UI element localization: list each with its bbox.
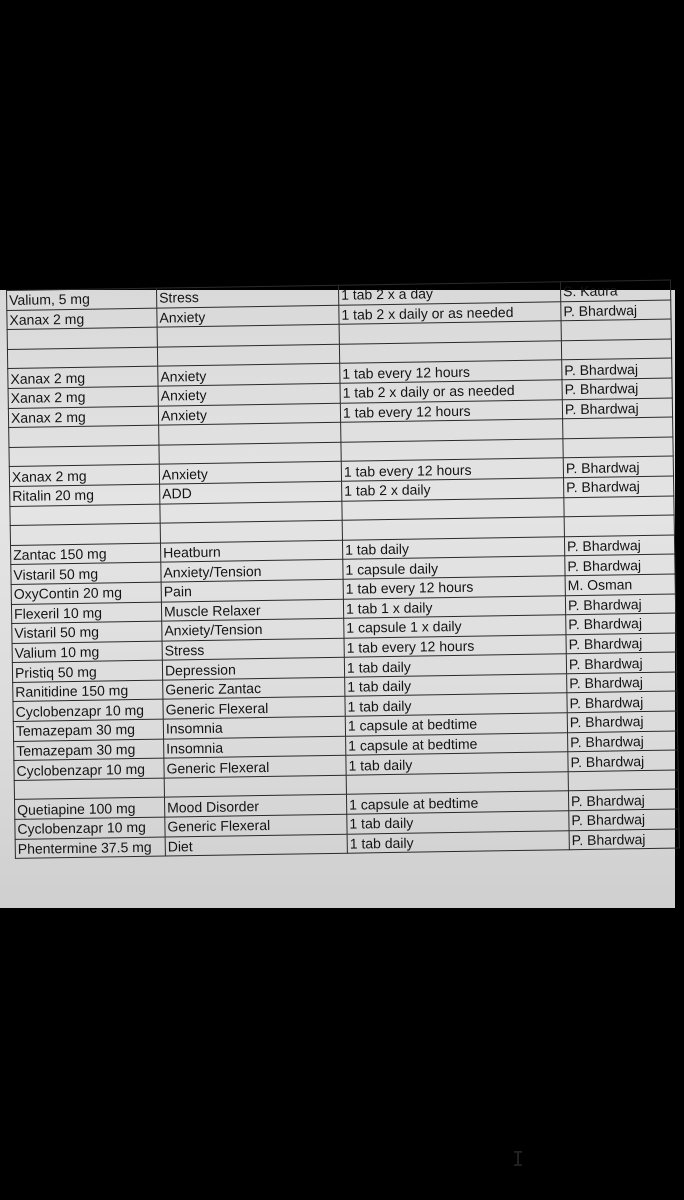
directions-cell[interactable]: 1 tab daily <box>345 693 567 716</box>
condition-cell[interactable]: Anxiety <box>159 462 341 484</box>
prescriber-cell[interactable] <box>563 417 673 438</box>
prescriber-cell[interactable] <box>568 770 678 791</box>
directions-cell[interactable]: 1 tab daily <box>347 830 569 853</box>
medication-cell[interactable]: Pristiq 50 mg <box>12 660 162 682</box>
condition-cell[interactable]: Pain <box>161 579 343 601</box>
prescriber-cell[interactable] <box>563 437 673 458</box>
medication-cell[interactable]: Xanax 2 mg <box>8 406 158 428</box>
condition-cell[interactable]: Insomnia <box>163 716 345 738</box>
prescriber-cell[interactable]: P. Bhardwaj <box>565 594 675 615</box>
prescriber-cell[interactable]: P. Bhardwaj <box>568 750 678 771</box>
medication-cell[interactable] <box>9 425 159 447</box>
medication-table <box>6 280 680 860</box>
medication-cell[interactable]: Temazepam 30 mg <box>14 739 164 761</box>
prescriber-cell[interactable]: P. Bhardwaj <box>564 476 674 497</box>
directions-cell[interactable]: 1 tab daily <box>342 536 564 559</box>
directions-cell[interactable]: 1 tab daily <box>344 654 566 677</box>
directions-cell[interactable]: 1 tab every 12 hours <box>344 634 566 657</box>
medication-cell[interactable]: Xanax 2 mg <box>9 464 159 486</box>
prescriber-cell[interactable]: P. Bhardwaj <box>566 613 676 634</box>
medication-cell[interactable]: Ritalin 20 mg <box>10 484 160 506</box>
condition-cell[interactable]: Mood Disorder <box>164 795 346 817</box>
condition-cell[interactable]: Stress <box>162 638 344 660</box>
prescriber-cell[interactable]: P. Bhardwaj <box>563 456 673 477</box>
condition-cell[interactable]: Depression <box>162 658 344 680</box>
medication-cell[interactable]: Valium 10 mg <box>12 641 162 663</box>
medication-cell[interactable] <box>9 445 159 467</box>
prescriber-cell[interactable]: P. Bhardwaj <box>568 731 678 752</box>
medication-cell[interactable]: Phentermine 37.5 mg <box>15 837 165 859</box>
medication-cell[interactable]: Cyclobenzapr 10 mg <box>15 817 165 839</box>
medication-cell[interactable]: Xanax 2 mg <box>8 367 158 389</box>
prescriber-cell[interactable]: P. Bhardwaj <box>562 378 672 399</box>
medication-cell[interactable]: Vistaril 50 mg <box>11 562 161 584</box>
condition-cell[interactable]: Anxiety <box>158 403 340 425</box>
medication-table-body <box>7 280 680 859</box>
directions-cell[interactable]: 1 capsule daily <box>343 556 565 579</box>
prescriber-cell[interactable]: S. Kaura <box>560 280 670 301</box>
medication-cell[interactable]: Xanax 2 mg <box>7 308 157 330</box>
photographed-spreadsheet <box>0 282 675 1171</box>
medication-cell[interactable] <box>10 523 160 545</box>
directions-cell[interactable]: 1 tab every 12 hours <box>340 360 562 383</box>
prescriber-cell[interactable]: P. Bhardwaj <box>565 554 675 575</box>
condition-cell[interactable]: Heatburn <box>160 540 342 562</box>
condition-cell[interactable]: Generic Flexeral <box>163 697 345 719</box>
prescriber-cell[interactable] <box>564 515 674 536</box>
text-cursor-icon: I <box>512 1147 525 1171</box>
directions-cell[interactable]: 1 capsule at bedtime <box>345 713 567 736</box>
medication-cell[interactable]: Xanax 2 mg <box>8 386 158 408</box>
prescriber-cell[interactable]: P. Bhardwaj <box>564 535 674 556</box>
directions-cell[interactable]: 1 tab 2 x daily or as needed <box>340 380 562 403</box>
medication-cell[interactable] <box>14 778 164 800</box>
prescriber-cell[interactable] <box>561 319 671 340</box>
medication-cell[interactable]: OxyContin 20 mg <box>11 582 161 604</box>
directions-cell[interactable]: 1 tab daily <box>345 674 567 697</box>
directions-cell[interactable]: 1 tab every 12 hours <box>340 399 562 422</box>
directions-cell[interactable]: 1 tab 1 x daily <box>343 595 565 618</box>
condition-cell[interactable]: Diet <box>165 834 347 856</box>
prescriber-cell[interactable]: P. Bhardwaj <box>566 652 676 673</box>
medication-cell[interactable] <box>10 504 160 526</box>
directions-cell[interactable]: 1 tab daily <box>346 752 568 775</box>
medication-cell[interactable]: Temazepam 30 mg <box>13 719 163 741</box>
condition-cell[interactable]: Anxiety <box>158 364 340 386</box>
directions-cell[interactable]: 1 tab every 12 hours <box>341 458 563 481</box>
condition-cell[interactable]: Anxiety <box>158 383 340 405</box>
directions-cell[interactable]: 1 tab 2 x a day <box>338 282 560 305</box>
condition-cell[interactable]: Generic Flexeral <box>165 814 347 836</box>
medication-cell[interactable]: Vistaril 50 mg <box>12 621 162 643</box>
medication-cell[interactable] <box>7 327 157 349</box>
medication-cell[interactable]: Cyclobenzapr 10 mg <box>14 758 164 780</box>
directions-cell[interactable]: 1 capsule 1 x daily <box>344 615 566 638</box>
prescriber-cell[interactable] <box>564 496 674 517</box>
medication-cell[interactable]: Valium, 5 mg <box>7 288 157 310</box>
medication-cell[interactable]: Cyclobenzapr 10 mg <box>13 700 163 722</box>
medication-cell[interactable]: Flexeril 10 mg <box>11 602 161 624</box>
directions-cell[interactable]: 1 capsule at bedtime <box>346 732 568 755</box>
prescriber-cell[interactable]: P. Bhardwaj <box>568 789 678 810</box>
condition-cell[interactable]: Generic Flexeral <box>164 755 346 777</box>
medication-cell[interactable]: Ranitidine 150 mg <box>13 680 163 702</box>
directions-cell[interactable]: 1 tab daily <box>347 811 569 834</box>
condition-cell[interactable]: Anxiety/Tension <box>161 560 343 582</box>
condition-cell[interactable]: Insomnia <box>164 736 346 758</box>
condition-cell[interactable]: ADD <box>160 481 342 503</box>
prescriber-cell[interactable]: M. Osman <box>565 574 675 595</box>
medication-cell[interactable] <box>7 347 157 369</box>
spreadsheet-page <box>6 279 684 859</box>
prescriber-cell[interactable]: P. Bhardwaj <box>562 358 672 379</box>
condition-cell[interactable]: Anxiety <box>157 305 339 327</box>
directions-cell[interactable]: 1 capsule at bedtime <box>346 791 568 814</box>
prescriber-cell[interactable] <box>561 339 671 360</box>
prescriber-cell[interactable]: P. Bhardwaj <box>566 633 676 654</box>
prescriber-cell[interactable]: P. Bhardwaj <box>561 300 671 321</box>
prescriber-cell[interactable]: P. Bhardwaj <box>567 691 677 712</box>
prescriber-cell[interactable]: P. Bhardwaj <box>569 809 679 830</box>
prescriber-cell[interactable]: P. Bhardwaj <box>567 672 677 693</box>
medication-cell[interactable]: Quetiapine 100 mg <box>15 798 165 820</box>
prescriber-cell[interactable]: P. Bhardwaj <box>562 398 672 419</box>
medication-cell[interactable]: Zantac 150 mg <box>11 543 161 565</box>
prescriber-cell[interactable]: P. Bhardwaj <box>567 711 677 732</box>
condition-cell[interactable]: Muscle Relaxer <box>161 599 343 621</box>
prescriber-cell[interactable]: P. Bhardwaj <box>569 829 679 850</box>
directions-cell[interactable]: 1 tab 2 x daily or as needed <box>339 301 561 324</box>
directions-cell[interactable]: 1 tab every 12 hours <box>343 576 565 599</box>
condition-cell[interactable]: Stress <box>156 285 338 307</box>
condition-cell[interactable]: Anxiety/Tension <box>162 618 344 640</box>
condition-cell[interactable]: Generic Zantac <box>163 677 345 699</box>
directions-cell[interactable]: 1 tab 2 x daily <box>342 478 564 501</box>
